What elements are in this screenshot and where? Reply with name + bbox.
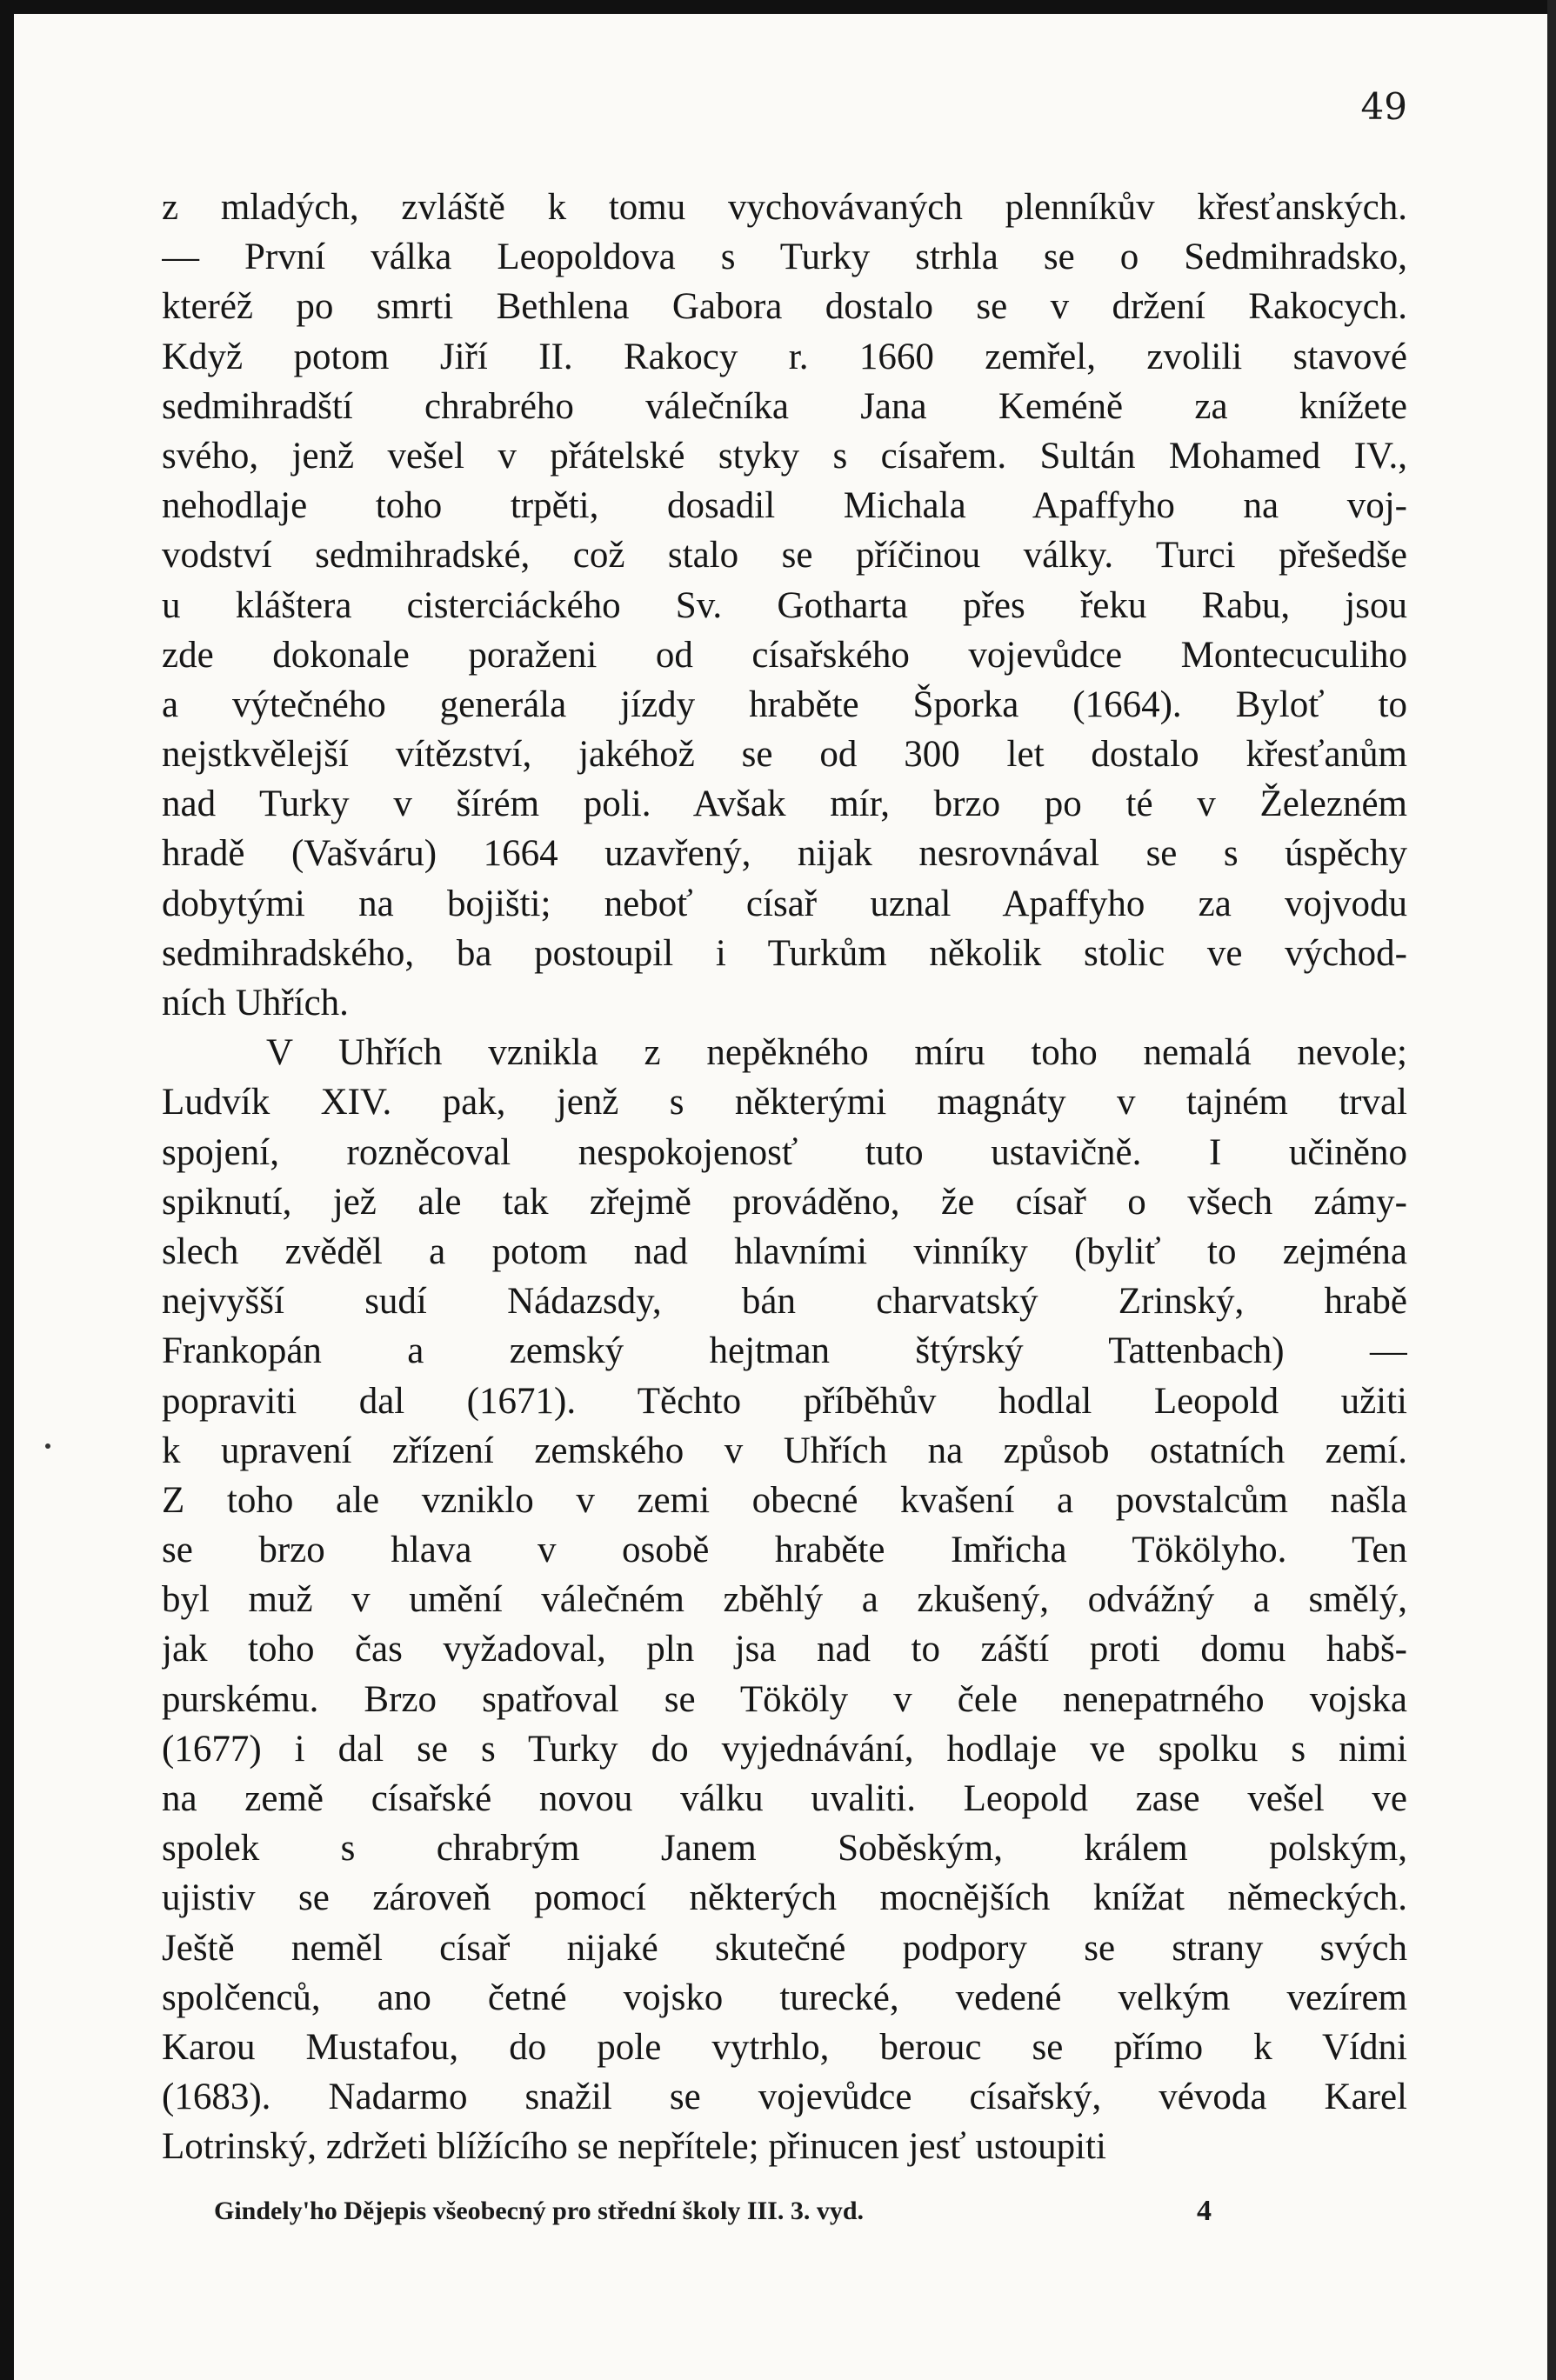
text-line: (1683). Nadarmo snažil se vojevůdce císařský, vévoda Karel [162,2077,1407,2118]
page-number: 49 [1360,85,1407,128]
text-line: na země císařské novou válku uvaliti. Leopold zase vešel ve [162,1778,1407,1819]
text-line: se brzo hlava v osobě hraběte Imřicha Tökölyho. Ten [162,1530,1407,1571]
text-line: svého, jenž vešel v přátelské styky s císařem. Sultán Mohamed IV., [162,435,1407,477]
text-line: ních Uhřích. [162,983,349,1023]
text-line: jak toho čas vyžadoval, pln jsa nad to záští proti domu habš- [162,1629,1407,1670]
scan-border-left [0,0,14,2380]
scan-border-top [0,0,1556,14]
text-line: Z toho ale vzniklo v zemi obecné kvašení a povstalcům našla [162,1479,1407,1521]
text-line: sedmihradského, ba postoupil i Turkům několik stolic ve východ- [162,932,1407,974]
text-line: (1677) i dal se s Turky do vyjednávání, hodlaje ve spolku s nimi [162,1728,1407,1770]
text-line: a výtečného generála jízdy hraběte Šporka (1664). Byloť to [162,683,1407,725]
text-line: Frankopán a zemský hejtman štýrský Tattenbach) — [162,1330,1407,1372]
text-line: spiknutí, jež ale tak zřejmě prováděno, že císař o všech zámy- [162,1181,1407,1223]
text-line: kteréž po smrti Bethlena Gabora dostalo se v držení Rakocych. [162,286,1407,328]
text-line: V Uhřích vznikla z nepěkného míru toho nemalá nevole; [266,1032,1407,1074]
text-line: u kláštera cisterciáckého Sv. Gotharta přes řeku Rabu, jsou [162,584,1407,626]
text-line: spolek s chrabrým Janem Soběským, králem polským, [162,1828,1407,1870]
text-line: nejstkvělejší vítězství, jakéhož se od 300 let dostalo křesťanům [162,734,1407,776]
text-line: Ludvík XIV. pak, jenž s některými magnáty v tajném trval [162,1082,1407,1123]
text-line: Karou Mustafou, do pole vytrhlo, berouc se přímo k Vídni [162,2026,1407,2068]
text-line: nehodlaje toho trpěti, dosadil Michala Apaffyho na voj- [162,485,1407,527]
text-line: hradě (Vašváru) 1664 uzavřený, nijak nesrovnával se s úspěchy [162,833,1407,875]
text-line: spolčenců, ano četné vojsko turecké, vedené velkým vezírem [162,1977,1407,2018]
text-line: z mladých, zvláště k tomu vychovávaných plenníkův křesťanských. [162,187,1407,228]
text-line: slech zvěděl a potom nad hlavními vinníky (byliť to zejména [162,1230,1407,1272]
text-line: k upravení zřízení zemského v Uhřích na způsob ostatních zemí. [162,1430,1407,1471]
text-line: — První válka Leopoldova s Turky strhla se o Sedmihradsko, [162,237,1407,278]
text-line: vodství sedmihradské, což stalo se příčinou války. Turci přešedše [162,535,1407,577]
text-line: Ještě neměl císař nijaké skutečné podpory se strany svých [162,1927,1407,1969]
text-line: sedmihradští chrabrého válečníka Jana Keméně za knížete [162,385,1407,427]
text-line: dobytými na bojišti; neboť císař uznal Apaffyho za vojvodu [162,883,1407,924]
text-line: Lotrinský, zdržeti blížícího se nepřítele; přinucen jesť ustoupiti [162,2126,1106,2168]
body-text [162,183,1407,2172]
text-line: popraviti dal (1671). Těchto příběhův hodlal Leopold užiti [162,1380,1407,1422]
text-line: byl muž v umění válečném zběhlý a zkušený, odvážný a smělý, [162,1579,1407,1621]
text-line: purskému. Brzo spatřoval se Tököly v čele nenepatrného vojska [162,1678,1407,1720]
text-line: spojení, rozněcoval nespokojenosť tuto ustavičně. I učiněno [162,1131,1407,1173]
ink-speck [45,1443,50,1449]
footer-signature: Gindely'ho Dějepis všeobecný pro střední školy III. 3. vyd. [214,2197,865,2225]
text-line: Když potom Jiří II. Rakocy r. 1660 zemřel, zvolili stavové [162,336,1407,377]
sheet-number: 4 [1197,2195,1212,2227]
text-line: nejvyšší sudí Nádazsdy, bán charvatský Zrinský, hrabě [162,1281,1407,1323]
text-line: zde dokonale poraženi od císařského vojevůdce Montecuculiho [162,634,1407,676]
text-line: nad Turky v šírém poli. Avšak mír, brzo po té v Železném [162,783,1407,825]
text-line: ujistiv se zároveň pomocí některých mocnějších knížat německých. [162,1877,1407,1919]
scan-border-right [1547,0,1556,2380]
